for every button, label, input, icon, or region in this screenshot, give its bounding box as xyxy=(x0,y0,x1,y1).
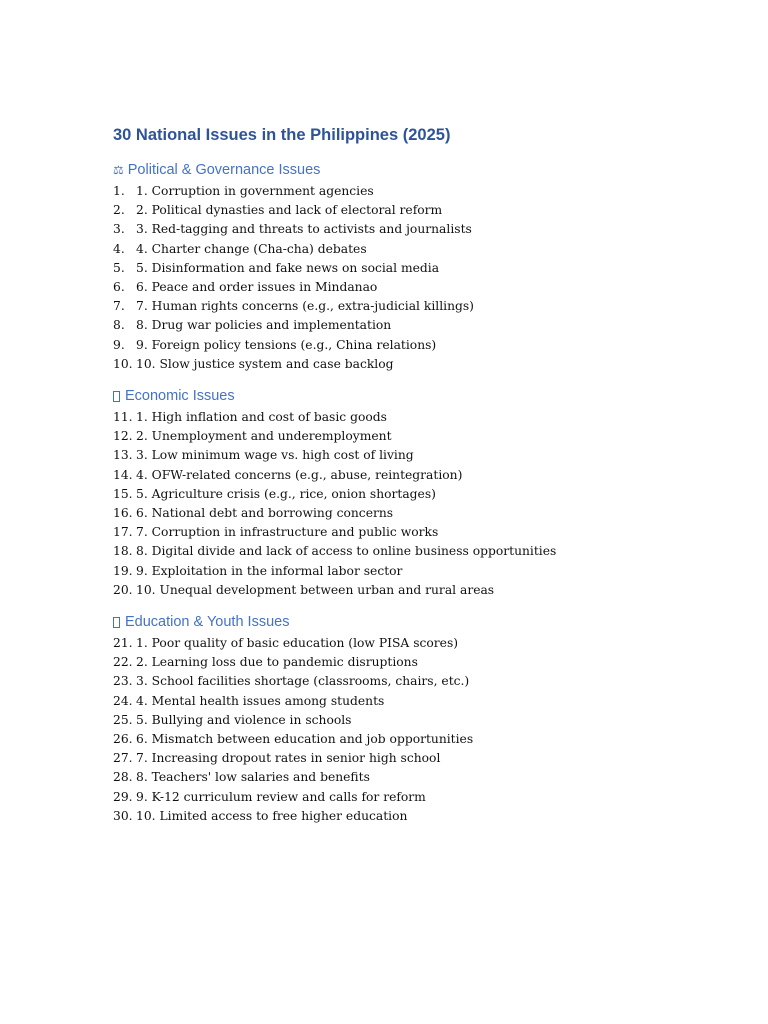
missing-glyph-icon xyxy=(113,617,120,628)
issue-list xyxy=(113,634,673,826)
missing-glyph-icon xyxy=(113,391,120,402)
list-item-text: 10. Slow justice system and case backlog xyxy=(136,356,394,371)
list-number: 13. xyxy=(113,448,133,463)
list-item-text: 5. Disinformation and fake news on social media xyxy=(136,260,440,275)
list-item-text: 4. Charter change (Cha-cha) debates xyxy=(136,241,367,256)
list-item xyxy=(113,485,673,504)
list-item-text: 2. Learning loss due to pandemic disruptions xyxy=(136,655,418,670)
list-item-text: 8. Digital divide and lack of access to online business opportunities xyxy=(136,544,557,559)
list-item xyxy=(113,466,673,485)
list-item xyxy=(113,446,673,465)
section-economic xyxy=(113,386,673,600)
list-number: 6. xyxy=(113,280,125,295)
list-item-text: 3. Low minimum wage vs. high cost of living xyxy=(136,448,414,463)
list-item xyxy=(113,427,673,446)
list-item xyxy=(113,788,673,807)
list-item xyxy=(113,634,673,653)
list-number: 22. xyxy=(113,655,133,670)
list-number: 12. xyxy=(113,429,133,444)
list-number: 4. xyxy=(113,241,125,256)
list-item xyxy=(113,768,673,787)
list-number: 1. xyxy=(113,184,125,198)
list-number: 30. xyxy=(113,808,133,823)
list-item-text: 9. K-12 curriculum review and calls for reform xyxy=(136,789,426,804)
list-number: 20. xyxy=(113,582,133,597)
list-item xyxy=(113,316,673,335)
list-item-text: 5. Agriculture crisis (e.g., rice, onion shortages) xyxy=(136,486,436,501)
list-item xyxy=(113,182,673,201)
issue-list xyxy=(113,182,673,374)
list-item xyxy=(113,336,673,355)
list-item xyxy=(113,653,673,672)
list-number: 18. xyxy=(113,544,133,559)
list-item-text: 7. Increasing dropout rates in senior high school xyxy=(136,751,441,766)
list-number: 10. xyxy=(113,356,133,371)
list-item xyxy=(113,201,673,220)
list-item xyxy=(113,730,673,749)
list-item xyxy=(113,297,673,316)
list-number: 25. xyxy=(113,712,133,727)
list-item-text: 2. Unemployment and underemployment xyxy=(136,429,392,444)
list-item xyxy=(113,562,673,581)
list-number: 28. xyxy=(113,770,133,785)
list-item-text: 5. Bullying and violence in schools xyxy=(136,712,352,727)
list-number: 26. xyxy=(113,732,133,747)
list-item-text: 8. Teachers' low salaries and benefits xyxy=(136,770,370,785)
section-education-youth xyxy=(113,612,673,826)
list-number: 5. xyxy=(113,260,125,275)
list-item xyxy=(113,807,673,826)
page-title: 30 National Issues in the Philippines (2025) xyxy=(113,126,451,144)
list-number: 11. xyxy=(113,410,133,425)
list-item-text: 4. OFW-related concerns (e.g., abuse, reintegration) xyxy=(136,467,463,482)
list-item-text: 8. Drug war policies and implementation xyxy=(136,318,392,333)
issue-list xyxy=(113,408,673,600)
list-number: 14. xyxy=(113,467,133,482)
list-item xyxy=(113,672,673,691)
list-number: 3. xyxy=(113,222,125,237)
list-number: 21. xyxy=(113,636,133,651)
list-item xyxy=(113,278,673,297)
section-heading xyxy=(113,612,673,632)
list-item-text: 9. Foreign policy tensions (e.g., China relations) xyxy=(136,337,437,352)
list-item xyxy=(113,259,673,278)
document-content xyxy=(113,124,673,838)
list-item-text: 1. Poor quality of basic education (low PISA scores) xyxy=(136,636,459,651)
list-item-text: 7. Human rights concerns (e.g., extra-judicial killings) xyxy=(136,299,474,314)
section-political-governance xyxy=(113,160,673,374)
list-number: 19. xyxy=(113,563,133,578)
list-item-text: 7. Corruption in infrastructure and public works xyxy=(136,525,439,540)
list-number: 24. xyxy=(113,693,133,708)
list-item-text: 10. Unequal development between urban and rural areas xyxy=(136,582,495,597)
list-item-text: 6. Peace and order issues in Mindanao xyxy=(136,280,378,295)
list-item xyxy=(113,749,673,768)
list-item xyxy=(113,542,673,561)
list-number: 15. xyxy=(113,486,133,501)
list-item xyxy=(113,355,673,374)
list-number: 29. xyxy=(113,789,133,804)
list-item xyxy=(113,220,673,239)
list-number: 9. xyxy=(113,337,125,352)
section-heading-label: Education & Youth Issues xyxy=(125,614,290,631)
list-item xyxy=(113,523,673,542)
list-number: 16. xyxy=(113,506,133,521)
list-item-text: 1. Corruption in government agencies xyxy=(136,184,374,198)
section-heading xyxy=(113,386,673,406)
section-heading-label: Political & Governance Issues xyxy=(127,162,321,178)
list-number: 8. xyxy=(113,318,125,333)
list-number: 23. xyxy=(113,674,133,689)
list-item-text: 4. Mental health issues among students xyxy=(136,693,385,708)
balance-scale-icon: ⚖ xyxy=(113,163,124,177)
list-item-text: 10. Limited access to free higher education xyxy=(136,808,408,823)
list-item xyxy=(113,711,673,730)
list-item xyxy=(113,692,673,711)
list-item xyxy=(113,240,673,259)
list-number: 7. xyxy=(113,299,125,314)
list-item-text: 6. Mismatch between education and job opportunities xyxy=(136,732,474,747)
list-item-text: 1. High inflation and cost of basic goods xyxy=(136,410,387,425)
list-item-text: 3. School facilities shortage (classrooms, chairs, etc.) xyxy=(136,674,470,689)
list-number: 27. xyxy=(113,751,133,766)
section-heading xyxy=(113,160,673,180)
list-item xyxy=(113,581,673,600)
list-item-text: 6. National debt and borrowing concerns xyxy=(136,506,394,521)
section-heading-label: Economic Issues xyxy=(125,388,235,405)
list-item-text: 9. Exploitation in the informal labor sector xyxy=(136,563,403,578)
list-number: 2. xyxy=(113,203,125,218)
list-item xyxy=(113,504,673,523)
list-item-text: 3. Red-tagging and threats to activists and journalists xyxy=(136,222,472,237)
list-number: 17. xyxy=(113,525,133,540)
list-item-text: 2. Political dynasties and lack of electoral reform xyxy=(136,203,443,218)
list-item xyxy=(113,408,673,427)
